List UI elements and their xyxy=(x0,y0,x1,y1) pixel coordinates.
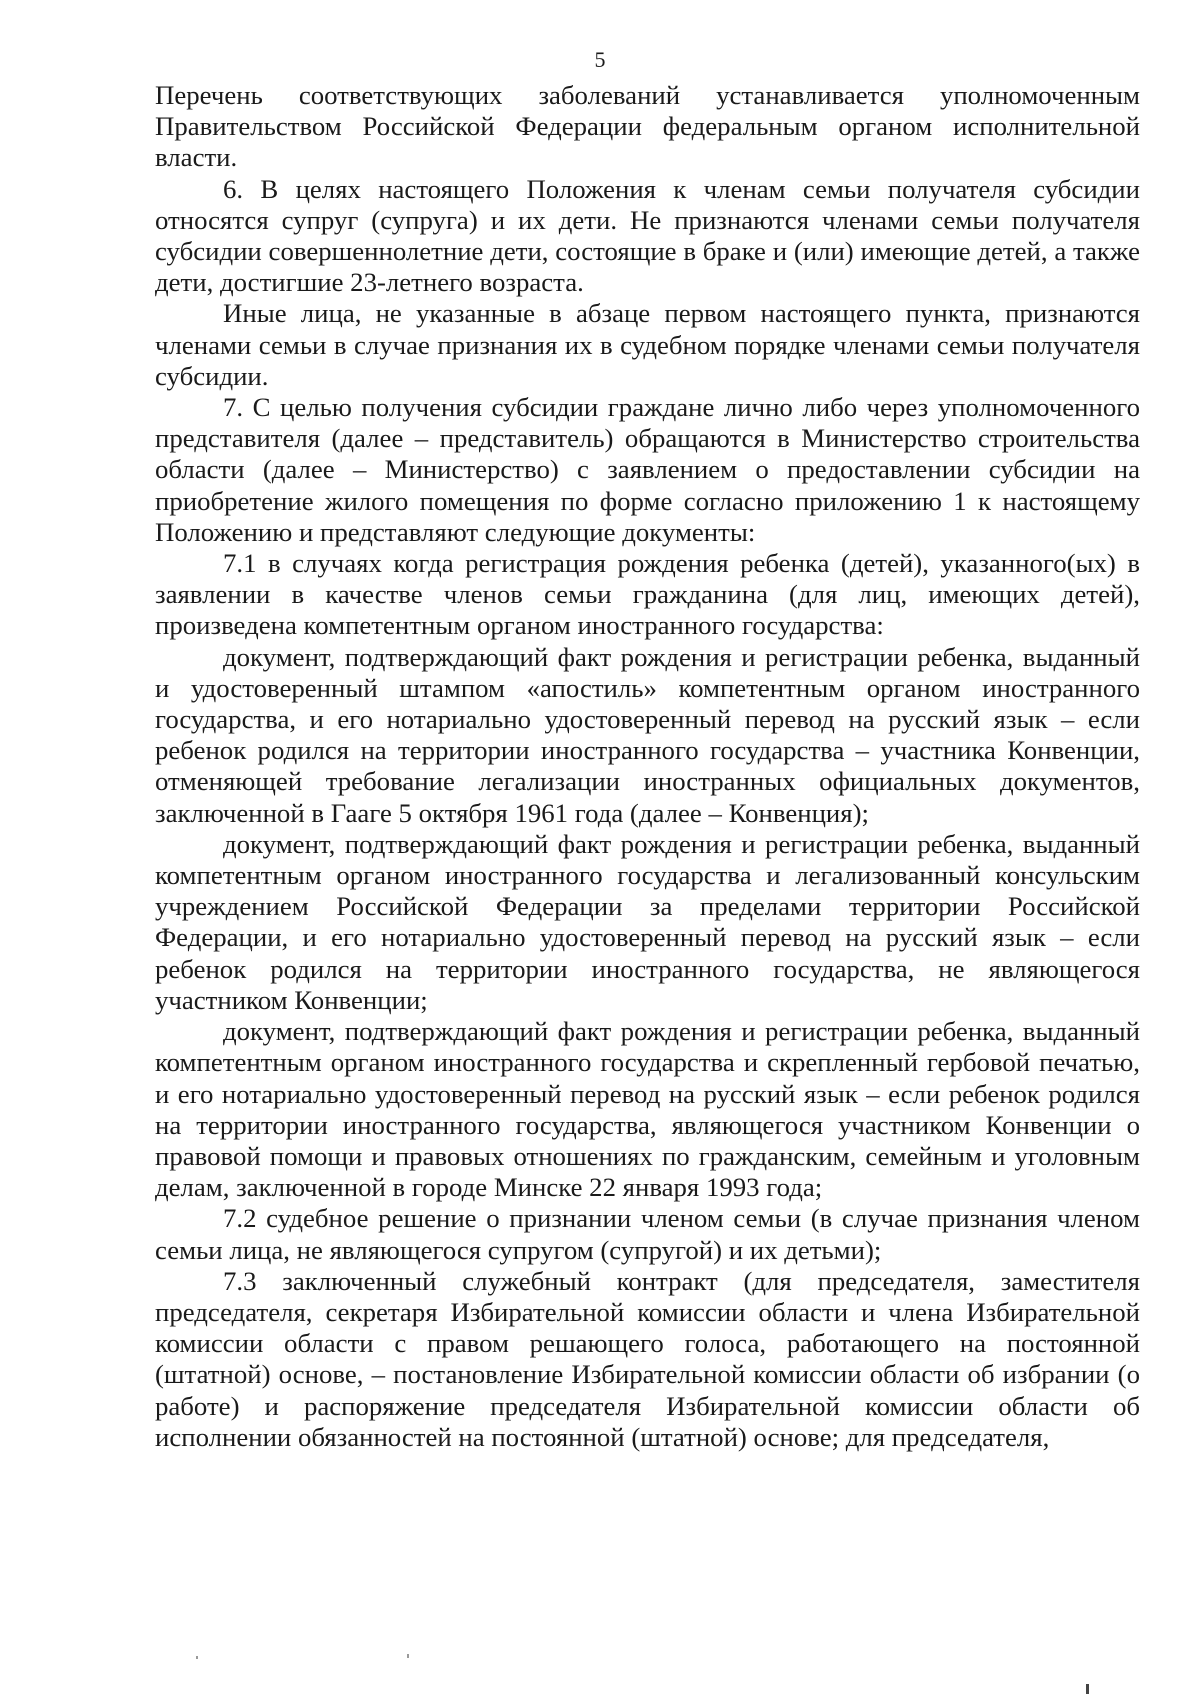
paragraph-item-7-1: 7.1 в случаях когда регистрация рождения ребенка (детей), указанного(ых) в заявлении в качестве членов семьи гражданина (для лиц, имеющих детей), произведена компетентным органом иностранного государства: xyxy=(155,548,1140,641)
paragraph-item-7-3: 7.3 заключенный служебный контракт (для председателя, заместителя председателя, секретаря Избирательной комиссии области и члена Избирательной комиссии области с правом решающего голоса, работающего на постоянной (штатной) основе, – постановление Избирательной комиссии области об избрании (о работе) и распоряжение председателя Избирательной комиссии области об исполнении обязанностей на постоянной (штатной) основе; для председателя, xyxy=(155,1265,1140,1452)
paragraph-other-persons: Иные лица, не указанные в абзаце первом настоящего пункта, признаются членами семьи в случае признания их в судебном порядке членами семьи получателя субсидии. xyxy=(155,298,1140,391)
paragraph-disease-list: Перечень соответствующих заболеваний устанавливается уполномоченным Правительством Российской Федерации федеральным органом исполнительной власти. xyxy=(155,80,1140,173)
scan-artifact xyxy=(407,1654,409,1658)
paragraph-sealed-document: документ, подтверждающий факт рождения и регистрации ребенка, выданный компетентным органом иностранного государства и скрепленный гербовой печатью, и его нотариально удостоверенный перевод на русский язык – если ребенок родился на территории иностранного государства, являющегося участником Конвенции о правовой помощи и правовых отношениях по гражданским, семейным и уголовным делам, заключенной в городе Минске 22 января 1993 года; xyxy=(155,1016,1140,1203)
paragraph-apostille-document: документ, подтверждающий факт рождения и регистрации ребенка, выданный и удостоверенный штампом «апостиль» компетентным органом иностранного государства, и его нотариально удостоверенный перевод на русский язык – если ребенок родился на территории иностранного государства – участника Конвенции, отменяющей требование легализации иностранных официальных документов, заключенной в Гааге 5 октября 1961 года (далее – Конвенция); xyxy=(155,641,1140,828)
document-body xyxy=(155,80,1140,1453)
scan-artifact xyxy=(196,1656,198,1659)
paragraph-legalized-document: документ, подтверждающий факт рождения и регистрации ребенка, выданный компетентным органом иностранного государства и легализованный консульским учреждением Российской Федерации за пределами территории Российской Федерации, и его нотариально удостоверенный перевод на русский язык – если ребенок родился на территории иностранного государства, не являющегося участником Конвенции; xyxy=(155,828,1140,1015)
paragraph-item-6: 6. В целях настоящего Положения к членам семьи получателя субсидии относятся супруг (супруга) и их дети. Не признаются членами семьи получателя субсидии совершеннолетние дети, состоящие в браке и (или) имеющие детей, а также дети, достигшие 23-летнего возраста. xyxy=(155,173,1140,298)
paragraph-item-7: 7. С целью получения субсидии граждане лично либо через уполномоченного представителя (далее – представитель) обращаются в Министерство строительства области (далее – Министерство) с заявлением о предоставлении субсидии на приобретение жилого помещения по форме согласно приложению 1 к настоящему Положению и представляют следующие документы: xyxy=(155,392,1140,547)
paragraph-item-7-2: 7.2 судебное решение о признании членом семьи (в случае признания членом семьи лица, не являющегося супругом (супругой) и их детьми); xyxy=(155,1203,1140,1265)
scan-artifact xyxy=(1086,1684,1089,1694)
page-number: 5 xyxy=(594,47,606,72)
